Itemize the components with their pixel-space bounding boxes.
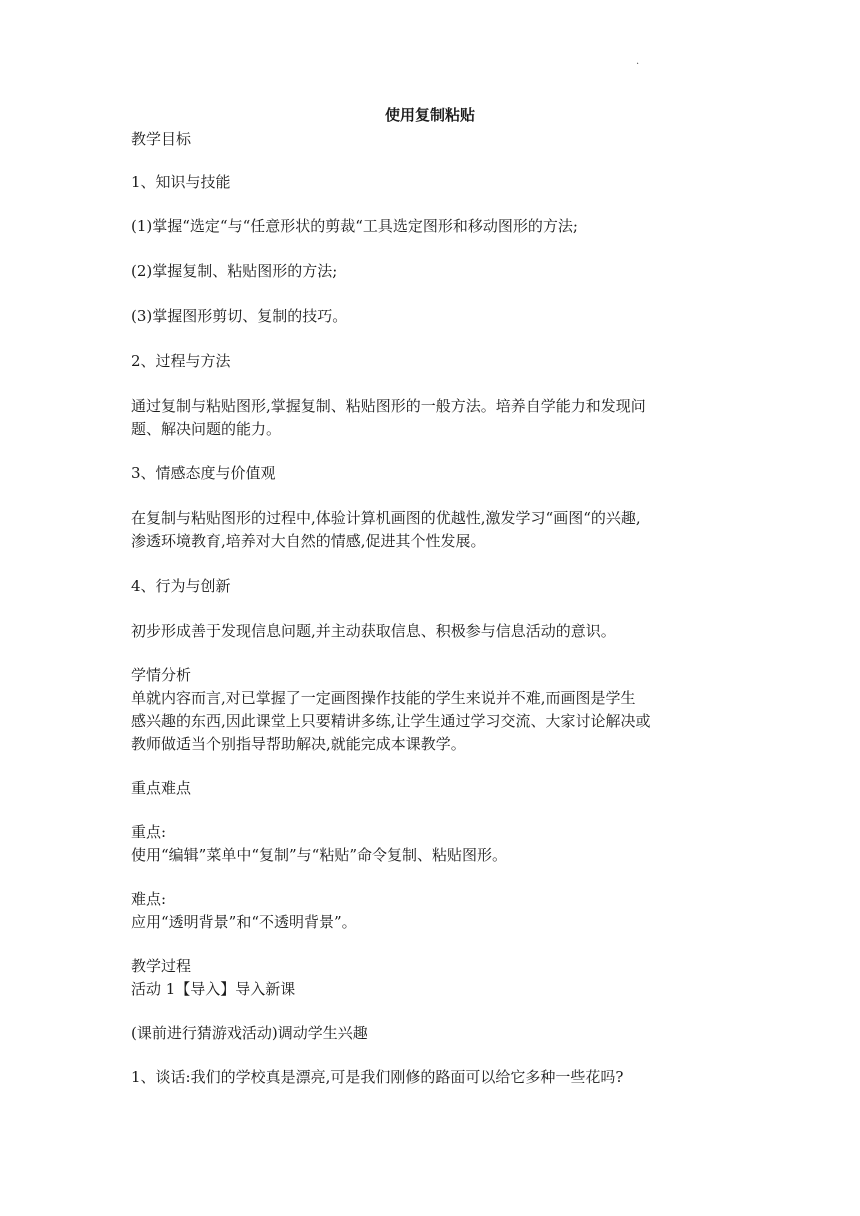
- paragraph-line: 教师做适当个别指导帮助解决,就能完成本课教学。: [131, 735, 466, 753]
- paragraph-line: 应用“透明背景”和“不透明背景”。: [131, 913, 357, 931]
- paragraph-line: 1、谈话:我们的学校真是漂亮,可是我们刚修的路面可以给它多种一些花吗?: [131, 1068, 624, 1086]
- paragraph-line: 单就内容而言,对已掌握了一定画图操作技能的学生来说并不难,而画图是学生: [131, 689, 636, 707]
- document-title: 使用复制粘贴: [384, 106, 475, 124]
- section-heading-process: 教学过程: [131, 957, 192, 975]
- section-heading-key-points: 重点难点: [131, 779, 192, 797]
- paragraph-line: 渗透环境教育,培养对大自然的情感,促进其个性发展。: [131, 532, 486, 550]
- paragraph-line: 通过复制与粘贴图形,掌握复制、粘贴图形的一般方法。培养自学能力和发现问: [131, 397, 646, 415]
- paragraph-line: 题、解决问题的能力。: [131, 420, 282, 438]
- subheading-attitude-values: 3、情感态度与价值观: [131, 464, 276, 482]
- section-heading-objectives: 教学目标: [131, 130, 192, 148]
- subheading-process-method: 2、过程与方法: [131, 352, 231, 370]
- label-key-point: 重点:: [131, 823, 167, 841]
- section-heading-analysis: 学情分析: [131, 666, 192, 684]
- subheading-knowledge-skills: 1、知识与技能: [131, 173, 231, 191]
- paragraph-line: (3)掌握图形剪切、复制的技巧。: [131, 307, 348, 325]
- paragraph-line: (课前进行猜游戏活动)调动学生兴趣: [131, 1024, 368, 1042]
- subheading-behavior-innovation: 4、行为与创新: [131, 577, 231, 595]
- paragraph-line: (1)掌握“选定“与“任意形状的剪裁“工具选定图形和移动图形的方法;: [131, 217, 578, 235]
- paragraph-line: 感兴趣的东西,因此课堂上只要精讲多练,让学生通过学习交流、大家讨论解决或: [131, 712, 651, 730]
- paragraph-line: 初步形成善于发现信息问题,并主动获取信息、积极参与信息活动的意识。: [131, 622, 616, 640]
- label-difficulty: 难点:: [131, 890, 167, 908]
- paragraph-line: 在复制与粘贴图形的过程中,体验计算机画图的优越性,激发学习“画图“的兴趣,: [131, 509, 641, 527]
- paragraph-line: (2)掌握复制、粘贴图形的方法;: [131, 262, 338, 280]
- activity-heading: 活动 1【导入】导入新课: [131, 980, 296, 998]
- header-mark: .: [636, 56, 640, 67]
- paragraph-line: 使用“编辑”菜单中“复制”与“粘贴”命令复制、粘贴图形。: [131, 846, 508, 864]
